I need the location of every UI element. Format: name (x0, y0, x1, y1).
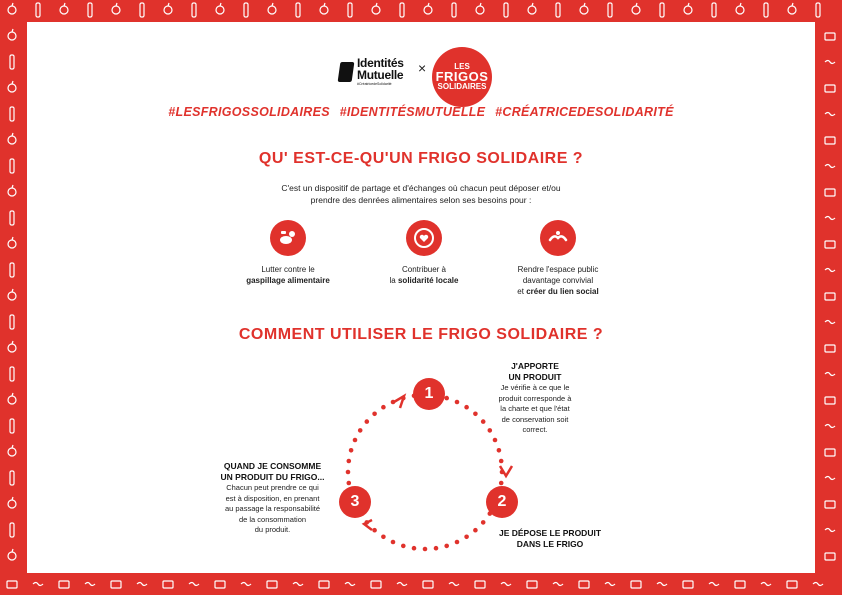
benefit-line: davantage convivial (522, 276, 594, 285)
cycle-dot (353, 438, 358, 443)
step-3-badge: 3 (339, 486, 371, 518)
intro-line: prendre des denrées alimentaires selon ses besoins pour : (310, 195, 532, 205)
step-2-text (490, 528, 610, 550)
cycle-dot (372, 528, 377, 533)
cycle-dot (372, 412, 377, 417)
logo-word-mutuelle: Mutuelle (357, 68, 404, 83)
benefit-line: Lutter contre le (261, 265, 315, 274)
cycle-dot (365, 419, 370, 424)
cycle-dot (401, 544, 406, 549)
step-body-line: Chacun peut prendre ce qui (226, 483, 319, 492)
logo-separator: × (418, 60, 427, 76)
cycle-dot (347, 481, 352, 486)
benefit-bold: gaspillage alimentaire (246, 276, 330, 285)
cycle-dot (423, 547, 428, 552)
cycle-dot (444, 544, 449, 549)
benefit-prefix: la (389, 276, 398, 285)
cycle-dot (473, 528, 478, 533)
step-1-badge: 1 (413, 378, 445, 410)
step-body-line: est à disposition, en prenant (225, 493, 320, 503)
step-body-line: au passage la responsabilité (224, 504, 321, 513)
cycle-dot (412, 546, 417, 551)
step-body-line: du produit. (254, 525, 291, 534)
benefit-bold: solidarité locale (397, 276, 459, 285)
section-title-how-to-use: COMMENT UTILISER LE FRIGO SOLIDAIRE ? (238, 326, 604, 343)
cycle-dot (381, 405, 386, 410)
step-title: JE DÉPOSE LE PRODUIT (498, 528, 602, 538)
step-body-line: produit corresponde à (498, 393, 572, 403)
cycle-dot (381, 535, 386, 540)
step-title: QUAND JE CONSOMME (223, 461, 322, 471)
step-body-line: correct. (522, 425, 548, 434)
hashtag: #CRÉATRICEDESOLIDARITÉ (495, 105, 674, 119)
cycle-arrow-icon (394, 396, 404, 408)
hashtag: #LESFRIGOSSOLIDAIRES (168, 105, 330, 119)
step-2-badge: 2 (486, 486, 518, 518)
benefit-prefix: et (517, 287, 527, 296)
cycle-dot (499, 459, 504, 464)
cycle-dot (455, 400, 460, 405)
step-body-line: de conservation soit (501, 414, 569, 424)
cycle-dot (349, 448, 354, 453)
cycle-dot (493, 438, 498, 443)
cycle-dot (464, 535, 469, 540)
cycle-dot (499, 481, 504, 486)
intro-line: C'est un dispositif de partage et d'échanges où chacun peut déposer et/ou (281, 183, 561, 193)
cycle-dot (434, 546, 439, 551)
cycle-dot (358, 428, 363, 433)
step-title: J'APPORTE (511, 361, 559, 371)
cycle-dot (497, 448, 502, 453)
cycle-dot (347, 459, 352, 464)
cycle-dot (481, 419, 486, 424)
logo-word-identites: Identités (357, 56, 404, 71)
logo-tagline: #CréatricedeSolidarité (357, 82, 392, 87)
step-body-line: Je vérifie à ce que le (500, 383, 570, 392)
step-title: UN PRODUIT DU FRIGO... (220, 472, 325, 482)
benefit-bold: créer du lien social (526, 287, 599, 296)
cycle-dot (464, 405, 469, 410)
step-1-text (490, 361, 580, 436)
hashtag: #IDENTITÉSMUTUELLE (339, 105, 486, 119)
cycle-dot (481, 520, 486, 525)
cycle-arrow-icon (500, 466, 512, 476)
benefit-line: Contribuer à (401, 265, 447, 274)
logo-solidaires: SOLIDAIRES (437, 82, 487, 92)
cycle-dot (444, 396, 449, 401)
cycle-dot (473, 412, 478, 417)
section-title-what-is: QU' EST-CE-QU'UN FRIGO SOLIDAIRE ? (258, 150, 584, 167)
cycle-dot (346, 470, 351, 475)
step-body-line: la charte et que l'état (500, 404, 570, 413)
logo-frigos: FRIGOS (435, 68, 489, 84)
step-body-line: de la consommation (238, 514, 307, 524)
step-title: DANS LE FRIGO (516, 539, 584, 549)
logo-les: LES (454, 62, 470, 72)
benefit-line: Rendre l'espace public (517, 265, 599, 274)
cycle-dot (391, 540, 396, 545)
step-3-text (210, 461, 335, 536)
step-title: UN PRODUIT (508, 372, 562, 382)
cycle-dot (455, 540, 460, 545)
